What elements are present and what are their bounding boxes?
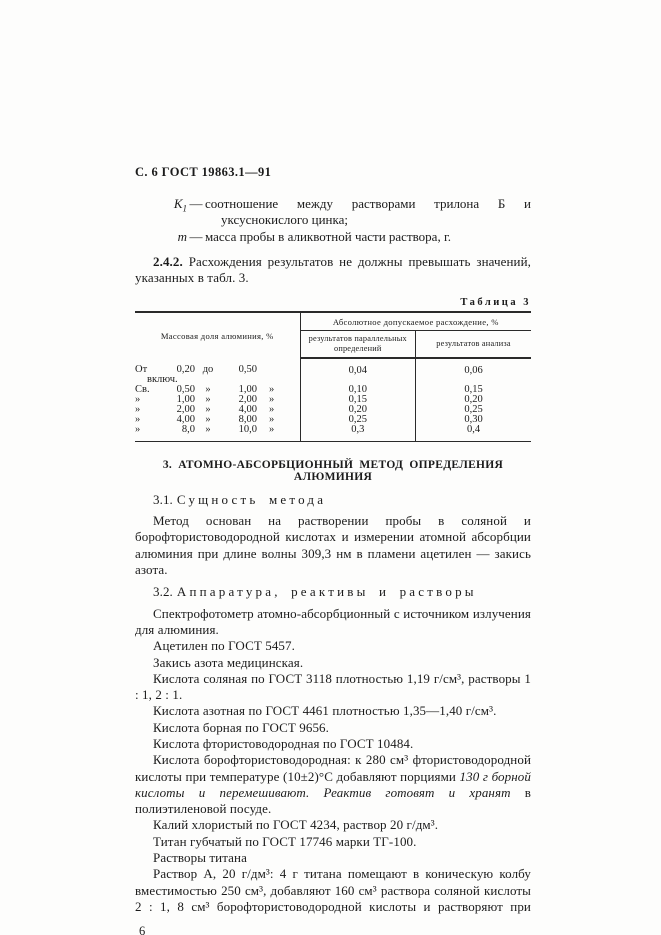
definition-item (135, 229, 531, 245)
paragraph (135, 817, 531, 833)
paragraph (135, 752, 531, 817)
definition-term: m (177, 228, 187, 244)
subsection-heading (135, 492, 531, 508)
text-segment: Кислота борофтористоводородная: к 280 см³ фтористоводородной кислоты при температуре (10±2)°С добавляют порциями (135, 752, 531, 784)
definitions-list (135, 196, 531, 245)
range-part: 0,20 (176, 364, 195, 376)
range-part: » (269, 404, 275, 416)
range-part: » (135, 414, 141, 426)
running-header: С. 6 ГОСТ 19863.1—91 (135, 165, 272, 179)
range-part: » (269, 423, 275, 435)
range-part: 0,50 (176, 384, 195, 396)
range-part: 4,00 (238, 404, 257, 416)
table-body (135, 358, 531, 441)
page-number: 6 (139, 924, 146, 935)
tolerance-table (135, 311, 531, 441)
parallel-value-cell: 0,25 (300, 415, 416, 425)
text-segment: Спектрофотометр атомно-абсорбционный с источником излучения для алюминия. (135, 605, 531, 637)
range-part: включ. (147, 374, 178, 386)
parallel-value-cell: 0,3 (300, 425, 416, 441)
subsection-number: 3.2. (153, 584, 173, 600)
text-segment: Закись азота медицинская. (153, 654, 304, 670)
definition-text: соотношение между растворами трилона Б и уксуснокислого цинка; (205, 196, 531, 228)
clause-2-4-2-paragraph (135, 254, 531, 287)
table-row (135, 425, 531, 441)
table-caption: Таблица 3 (460, 297, 531, 309)
column-header-mass-fraction: Массовая доля алюминия, % (135, 312, 300, 358)
range-cell (135, 395, 300, 405)
range-part: » (269, 394, 275, 406)
paragraph (135, 513, 531, 578)
definition-item (135, 196, 531, 229)
paragraph (135, 606, 531, 639)
text-segment: Кислота фтористоводородная по ГОСТ 10484. (153, 735, 414, 751)
range-cell (135, 415, 300, 425)
range-part: » (269, 384, 275, 396)
text-segment: 130 г борной кислоты и перемешивают. Реактив готовят и хранят (135, 768, 532, 800)
range-cell (135, 358, 300, 385)
clause-number: 2.4.2. (153, 253, 183, 269)
text-segment: Кислота борная по ГОСТ 9656. (153, 719, 330, 735)
range-part: 8,0 (181, 423, 195, 435)
range-part: 2,00 (238, 394, 257, 406)
text-segment: Ацетилен по ГОСТ 5457. (153, 638, 295, 654)
range-part: 10,0 (238, 423, 257, 435)
range-part: 4,00 (176, 414, 195, 426)
text-segment: Калий хлористый по ГОСТ 4234, раствор 20 г/дм³. (153, 817, 439, 833)
analysis-value-cell: 0,06 (464, 365, 483, 377)
column-group-header-absolute-discrepancy: Абсолютное допускаемое расхождение, % (300, 312, 531, 331)
range-part: » (205, 394, 211, 406)
definition-text: масса пробы в аликвотной части раствора, г. (205, 228, 452, 244)
paragraph (135, 655, 531, 671)
text-segment: Кислота азотная по ГОСТ 4461 плотностью 1,35—1,40 г/см³. (153, 703, 497, 719)
dash: — (189, 196, 203, 211)
range-part: От (135, 364, 148, 376)
range-part: » (205, 414, 211, 426)
definition-term-subscript: 1 (182, 203, 187, 214)
paragraph (135, 720, 531, 736)
text-segment: Раствор А, 20 г/дм³: 4 г титана помещают в коническую колбу вместимостью 250 см³, добавляют 160 см³ раствора соляной кислоты 2 : 1, 8 см³ борофтористоводородной кислоты и растворяют при (135, 866, 531, 914)
section-3-heading: 3. АТОМНО-АБСОРБЦИОННЫЙ МЕТОД ОПРЕДЕЛЕНИЯ АЛЮМИНИЯ (162, 458, 504, 483)
parallel-value-cell: 0,15 (300, 395, 416, 405)
parallel-value-cell: 0,20 (300, 405, 416, 415)
range-part: » (135, 404, 141, 416)
range-cell (135, 425, 300, 441)
range-part: 0,50 (238, 364, 257, 376)
analysis-value-cell: 0,15 (464, 384, 483, 396)
range-part: » (135, 423, 141, 435)
table-row (135, 358, 531, 385)
paragraph (135, 671, 531, 704)
paragraph (135, 736, 531, 752)
paragraph (135, 866, 531, 915)
range-part: до (202, 364, 214, 376)
page-content (135, 165, 531, 935)
analysis-value-cell: 0,25 (464, 404, 483, 416)
text-segment: Титан губчатый по ГОСТ 17746 марки ТГ-100. (153, 833, 417, 849)
range-part: » (205, 384, 211, 396)
subsection-heading (135, 584, 531, 600)
subsection-title: Сущность метода (176, 491, 327, 507)
range-part: » (205, 404, 211, 416)
range-cell (135, 385, 300, 395)
parallel-value-cell: 0,10 (300, 385, 416, 395)
text-segment: Растворы титана (153, 850, 247, 866)
analysis-value-cell: 0,4 (466, 423, 481, 435)
subsection-title: Аппаратура, реактивы и растворы (176, 584, 477, 600)
range-part: » (205, 423, 211, 435)
section-3-content (135, 492, 531, 915)
text-segment: Кислота соляная по ГОСТ 3118 плотностью 1,19 г/см³, растворы 1 : 1, 2 : 1. (135, 670, 531, 703)
column-header-analysis-results: результатов анализа (416, 331, 532, 359)
parallel-value-cell: 0,04 (300, 358, 416, 385)
range-part: Св. (135, 384, 150, 396)
range-cell (135, 405, 300, 415)
range-part: 1,00 (238, 384, 257, 396)
clause-text: Расхождения результатов не должны превышать значений, указанных в табл. 3. (135, 253, 532, 286)
analysis-value-cell: 0,30 (464, 414, 483, 426)
range-part: 8,00 (238, 414, 257, 426)
range-part: » (135, 394, 141, 406)
text-segment: Метод основан на растворении пробы в соляной и борофтористоводородной кислотах и измерении атомной абсорбции алюминия при длине волны 309,3 нм в пламени ацетилен — закись азота. (135, 513, 531, 578)
range-part: » (269, 414, 275, 426)
subsection-number: 3.1. (153, 491, 173, 507)
range-part: 1,00 (176, 394, 195, 406)
paragraph (135, 703, 531, 719)
paragraph (135, 850, 531, 866)
paragraph (135, 638, 531, 654)
column-header-parallel-results: результатов параллельных определений (300, 331, 416, 359)
definition-term: $К_1$ (173, 196, 187, 214)
text-segment: в полиэтиленовой посуде. (135, 784, 531, 817)
analysis-value-cell: 0,20 (464, 394, 483, 406)
table-header (135, 312, 531, 358)
paragraph (135, 834, 531, 850)
range-part: 2,00 (176, 404, 195, 416)
dash: — (189, 228, 203, 244)
